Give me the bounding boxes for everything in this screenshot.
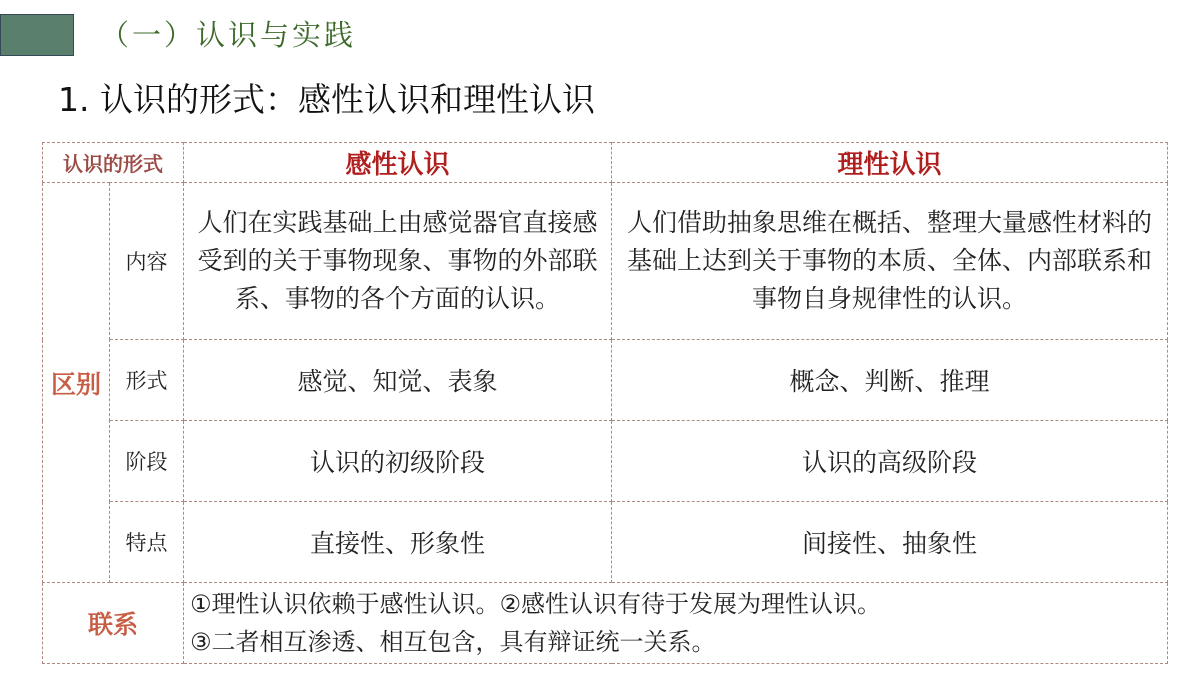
comparison-table: [42, 142, 1168, 664]
section-heading: （一）认识与实践: [100, 18, 357, 52]
row-label-form: 形式: [110, 340, 184, 421]
cell-content-rational: 人们借助抽象思维在概括、整理大量感性材料的基础上达到关于事物的本质、全体、内部联系和事物自身规律性的认识。: [612, 183, 1168, 340]
cell-form-perceptual: 感觉、知觉、表象: [184, 340, 612, 421]
section-marker-block: [0, 14, 74, 56]
table-header-row: [43, 143, 1168, 183]
table-row-stage: [43, 421, 1168, 502]
cell-feature-rational: 间接性、抽象性: [612, 502, 1168, 583]
group-label-difference: 区别: [43, 183, 110, 583]
table-row-content: [43, 183, 1168, 340]
relation-line-1: ①理性认识依赖于感性认识。②感性认识有待于发展为理性认识。: [190, 590, 882, 618]
table-row-relation: [43, 583, 1168, 664]
relation-label: 联系: [43, 583, 184, 664]
cell-stage-perceptual: 认识的初级阶段: [184, 421, 612, 502]
row-label-content: 内容: [110, 183, 184, 340]
slide-title: 1. 认识的形式：感性认识和理性认识: [58, 80, 595, 119]
table-row-feature: [43, 502, 1168, 583]
cell-stage-rational: 认识的高级阶段: [612, 421, 1168, 502]
cell-content-perceptual: 人们在实践基础上由感觉器官直接感受到的关于事物现象、事物的外部联系、事物的各个方面的认识。: [184, 183, 612, 340]
cell-form-rational: 概念、判断、推理: [612, 340, 1168, 421]
cell-feature-perceptual: 直接性、形象性: [184, 502, 612, 583]
relation-cell: [184, 583, 1168, 664]
table-row-form: [43, 340, 1168, 421]
header-rational: 理性认识: [612, 143, 1168, 183]
header-perceptual: 感性认识: [184, 143, 612, 183]
header-corner: 认识的形式: [43, 143, 184, 183]
relation-line-2: ③二者相互渗透、相互包含，具有辩证统一关系。: [190, 628, 716, 656]
row-label-stage: 阶段: [110, 421, 184, 502]
row-label-feature: 特点: [110, 502, 184, 583]
